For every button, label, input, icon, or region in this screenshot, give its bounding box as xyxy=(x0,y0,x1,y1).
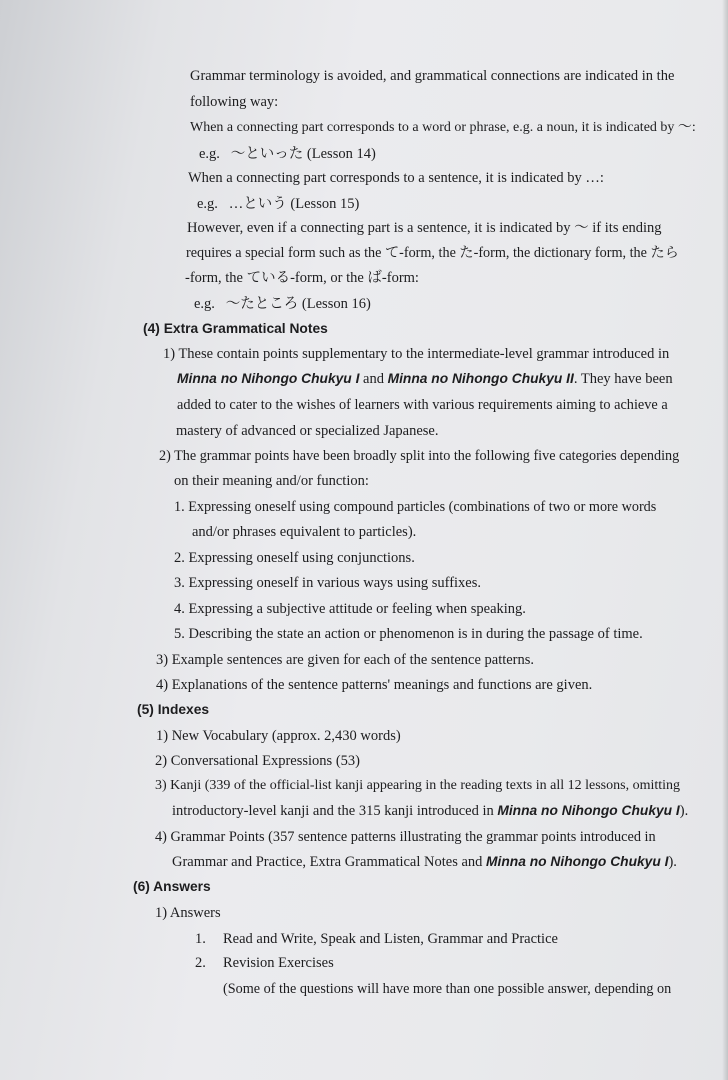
answers-1: 1) Answers xyxy=(155,905,221,921)
intro-line-2: following way: xyxy=(190,94,279,110)
note-1-line-1: 1) These contain points supplementary to the intermediate-level grammar introduced in xyxy=(163,346,670,362)
category-1-line-1: 1. Expressing oneself using compound particles (combinations of two or more words xyxy=(174,499,657,515)
answers-item-1-number: 1. xyxy=(195,931,206,947)
category-1-line-2: and/or phrases equivalent to particles). xyxy=(192,524,417,540)
book-title-chukyu-1: Minna no Nihongo Chukyu I xyxy=(486,854,669,869)
index-4-line-1: 4) Grammar Points (357 sentence patterns illustrating the grammar points introduced in xyxy=(155,829,656,845)
index-2: 2) Conversational Expressions (53) xyxy=(155,753,360,769)
section-heading-6: (6) Answers xyxy=(133,879,211,894)
note-1-line-4: mastery of advanced or specialized Japanese. xyxy=(176,423,439,439)
intro-line-1: Grammar terminology is avoided, and grammatical connections are indicated in the xyxy=(190,68,675,84)
note-2-line-2: on their meaning and/or function: xyxy=(174,473,369,489)
book-title-chukyu-1: Minna no Nihongo Chukyu I xyxy=(497,803,680,818)
book-title-chukyu-1: Minna no Nihongo Chukyu I xyxy=(177,371,360,386)
answers-item-2-number: 2. xyxy=(195,955,206,971)
example-lesson-16: e.g. ～たところ (Lesson 16) xyxy=(194,296,371,312)
note-2-line-1: 2) The grammar points have been broadly split into the following five categories depending xyxy=(159,448,680,464)
book-title-chukyu-2: Minna no Nihongo Chukyu II xyxy=(387,371,574,386)
category-3: 3. Expressing oneself in various ways using suffixes. xyxy=(174,575,482,591)
answers-item-1: Read and Write, Speak and Listen, Grammar and Practice xyxy=(223,931,558,947)
intro-line-3: When a connecting part corresponds to a word or phrase, e.g. a noun, it is indicated by ～: xyxy=(190,120,696,135)
intro-line-5: When a connecting part corresponds to a sentence, it is indicated by …: xyxy=(188,170,604,186)
answers-note: (Some of the questions will have more than one possible answer, depending on xyxy=(223,981,672,997)
example-lesson-14: e.g. ～といった (Lesson 14) xyxy=(199,146,376,162)
index-1: 1) New Vocabulary (approx. 2,430 words) xyxy=(156,728,401,744)
note-3: 3) Example sentences are given for each of the sentence patterns. xyxy=(156,652,535,668)
index-3-line-1: 3) Kanji (339 of the official-list kanji appearing in the reading texts in all 12 lessons, omitting xyxy=(155,778,681,793)
section-heading-4: (4) Extra Grammatical Notes xyxy=(143,321,328,336)
example-lesson-15: e.g. …という (Lesson 15) xyxy=(197,196,360,212)
category-5: 5. Describing the state an action or phenomenon is in during the passage of time. xyxy=(174,626,643,642)
note-1-line-2: Minna no Nihongo Chukyu I and Minna no Nihongo Chukyu II. They have been xyxy=(177,371,673,387)
intro-line-7: However, even if a connecting part is a sentence, it is indicated by ～ if its ending xyxy=(187,220,662,236)
category-4: 4. Expressing a subjective attitude or feeling when speaking. xyxy=(174,601,526,617)
section-heading-5: (5) Indexes xyxy=(137,702,210,717)
intro-line-9: -form, the ている-form, or the ば-form: xyxy=(185,270,419,286)
page-edge-shadow xyxy=(722,0,728,1080)
note-4: 4) Explanations of the sentence patterns' meanings and functions are given. xyxy=(156,677,593,693)
category-2: 2. Expressing oneself using conjunctions. xyxy=(174,550,415,566)
index-4-line-2: Grammar and Practice, Extra Grammatical Notes and Minna no Nihongo Chukyu I). xyxy=(172,854,677,870)
note-1-line-3: added to cater to the wishes of learners with various requirements aiming to achieve a xyxy=(177,397,668,413)
intro-line-8: requires a special form such as the て-form, the た-form, the dictionary form, the たら xyxy=(186,245,679,261)
index-3-line-2: introductory-level kanji and the 315 kanji introduced in Minna no Nihongo Chukyu I). xyxy=(172,803,689,819)
answers-item-2: Revision Exercises xyxy=(223,955,334,971)
